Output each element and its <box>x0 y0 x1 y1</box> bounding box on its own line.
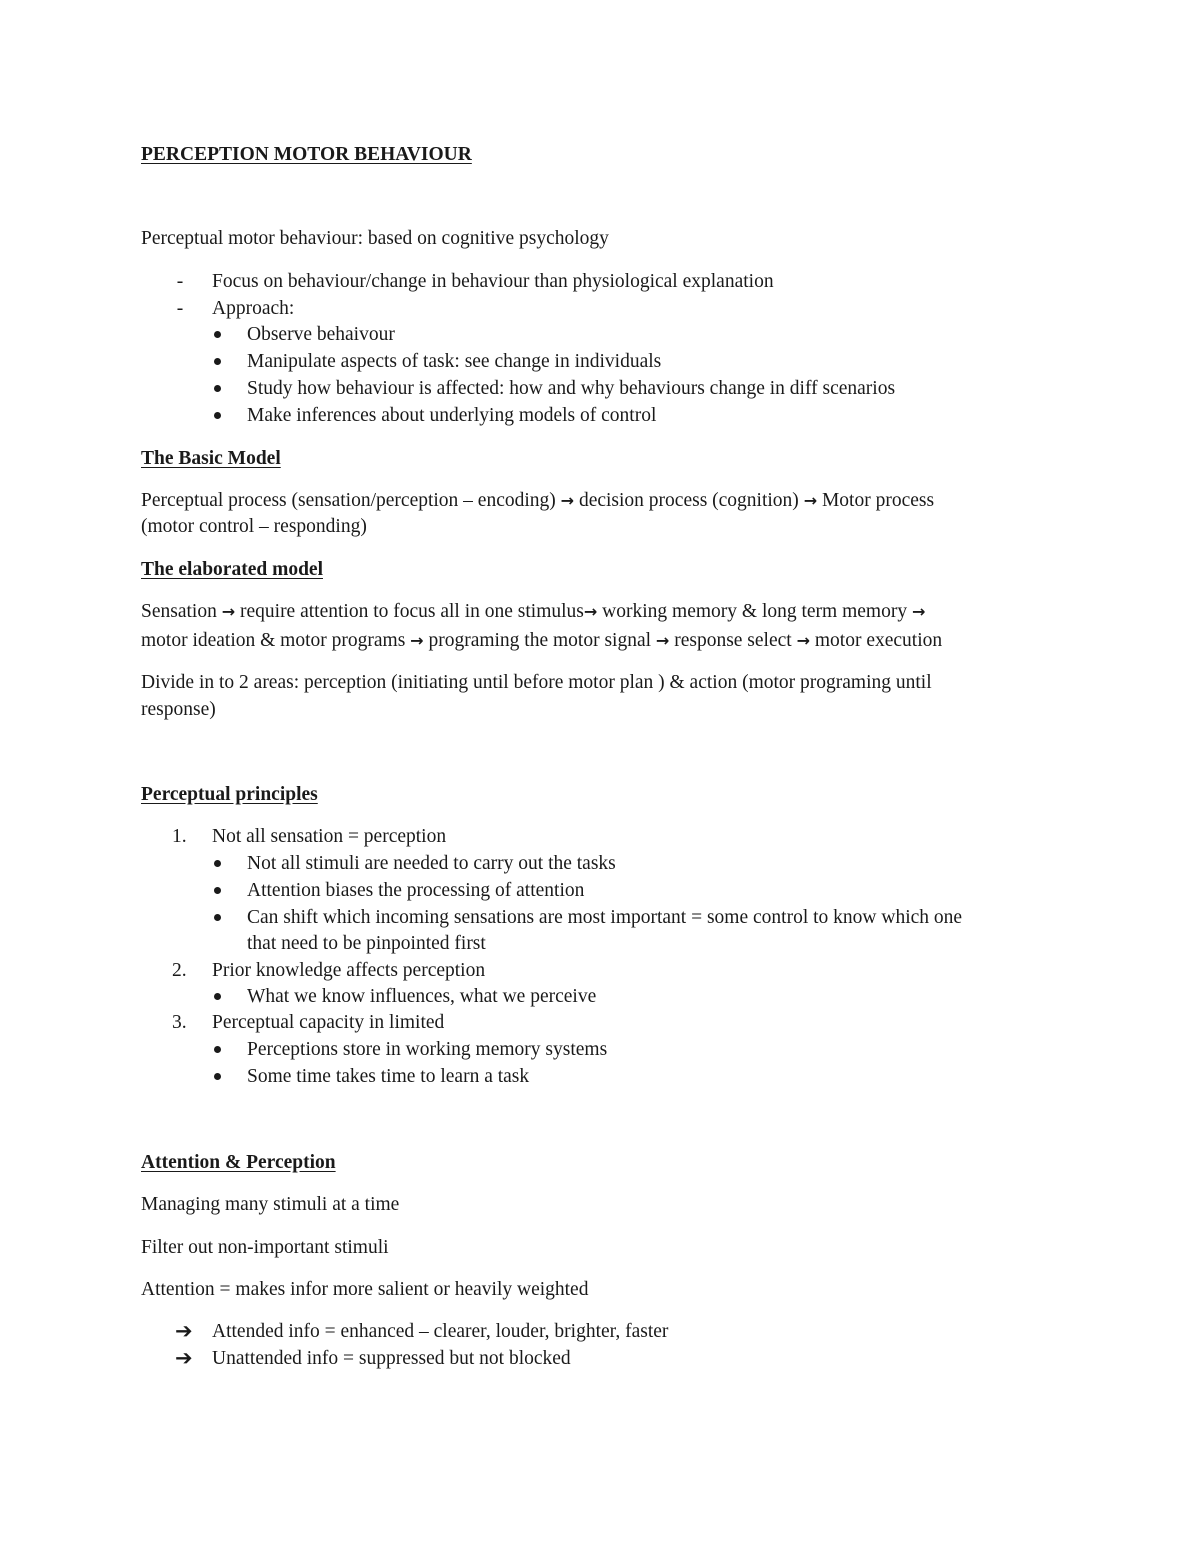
attention-line: Attention = makes infor more salient or heavily weighted <box>141 1279 589 1300</box>
bullet-icon <box>214 412 221 419</box>
arrow-bullet-icon: ➔ <box>175 1319 193 1343</box>
principle-item: Perceptual capacity in limited <box>212 1012 445 1033</box>
section-heading-elaborated-model: The elaborated model <box>141 559 323 580</box>
arrow-right-icon: → <box>583 602 598 621</box>
approach-bullet: Observe behaivour <box>247 324 395 345</box>
bullet-icon <box>214 331 221 338</box>
elaborated-segment: response select <box>669 630 797 651</box>
principle-item: Not all sensation = perception <box>212 826 447 847</box>
dash-marker: - <box>176 271 184 292</box>
list-number: 2. <box>172 960 187 981</box>
approach-bullet: Manipulate aspects of task: see change in individuals <box>247 351 662 372</box>
bullet-icon <box>214 993 221 1000</box>
attention-arrow-item: Attended info = enhanced – clearer, louder, brighter, faster <box>212 1321 669 1342</box>
arrow-right-icon: → <box>803 491 818 510</box>
arrow-right-icon: → <box>796 631 810 650</box>
bullet-icon <box>214 860 221 867</box>
principle-bullet: Not all stimuli are needed to carry out the tasks <box>247 853 616 874</box>
principle-bullet: What we know influences, what we perceive <box>247 986 597 1007</box>
bullet-icon <box>214 385 221 392</box>
basic-model-segment: Motor process <box>817 490 935 511</box>
elaborated-segment: require attention to focus all in one stimulus <box>235 601 584 622</box>
bullet-icon <box>214 887 221 894</box>
intro-text: Perceptual motor behaviour: based on cognitive psychology <box>141 228 609 249</box>
arrow-bullet-icon: ➔ <box>175 1346 193 1370</box>
intro-item: Focus on behaviour/change in behaviour than physiological explanation <box>212 271 774 292</box>
basic-model-line: (motor control – responding) <box>141 516 367 537</box>
principle-bullet: Some time takes time to learn a task <box>247 1066 530 1087</box>
elaborated-model-line <box>141 631 942 651</box>
attention-line: Managing many stimuli at a time <box>141 1194 400 1215</box>
dash-marker: - <box>176 298 184 319</box>
arrow-right-icon: → <box>221 602 236 621</box>
elaborated-segment: programing the motor signal <box>423 630 656 651</box>
section-heading-perceptual-principles: Perceptual principles <box>141 784 318 805</box>
principle-bullet: Perceptions store in working memory systems <box>247 1039 608 1060</box>
elaborated-segment: motor execution <box>809 630 943 651</box>
bullet-icon <box>214 1073 221 1080</box>
approach-bullet: Make inferences about underlying models of control <box>247 405 657 426</box>
bullet-icon <box>214 358 221 365</box>
intro-item: Approach: <box>212 298 295 319</box>
attention-arrow-item: Unattended info = suppressed but not blocked <box>212 1348 571 1369</box>
principle-bullet-continuation: that need to be pinpointed first <box>247 933 486 954</box>
principle-bullet: Attention biases the processing of attention <box>247 880 585 901</box>
list-number: 1. <box>172 826 187 847</box>
approach-bullet: Study how behaviour is affected: how and why behaviours change in diff scenarios <box>247 378 896 399</box>
arrow-right-icon: → <box>655 631 670 650</box>
basic-model-line <box>141 491 934 511</box>
divide-line: response) <box>141 699 216 720</box>
attention-line: Filter out non-important stimuli <box>141 1237 389 1258</box>
basic-model-segment: decision process (cognition) <box>574 490 804 511</box>
elaborated-segment: Sensation <box>141 601 222 622</box>
arrow-right-icon: → <box>410 631 424 650</box>
elaborated-segment: motor ideation & motor programs <box>141 630 411 651</box>
arrow-right-icon: → <box>560 491 575 510</box>
section-heading-basic-model: The Basic Model <box>141 448 281 469</box>
list-number: 3. <box>172 1012 187 1033</box>
arrow-right-icon: → <box>911 602 926 621</box>
principle-bullet: Can shift which incoming sensations are most important = some control to know which one <box>247 907 963 928</box>
section-heading-attention-perception: Attention & Perception <box>141 1152 336 1173</box>
elaborated-model-line <box>141 602 925 622</box>
divide-line: Divide in to 2 areas: perception (initiating until before motor plan ) & action (motor programing until <box>141 672 932 693</box>
elaborated-segment: working memory & long term memory <box>597 601 912 622</box>
bullet-icon <box>214 1046 221 1053</box>
principle-item: Prior knowledge affects perception <box>212 960 486 981</box>
document-title: PERCEPTION MOTOR BEHAVIOUR <box>141 144 472 165</box>
bullet-icon <box>214 914 221 921</box>
basic-model-segment: Perceptual process (sensation/perception – encoding) <box>141 490 561 511</box>
